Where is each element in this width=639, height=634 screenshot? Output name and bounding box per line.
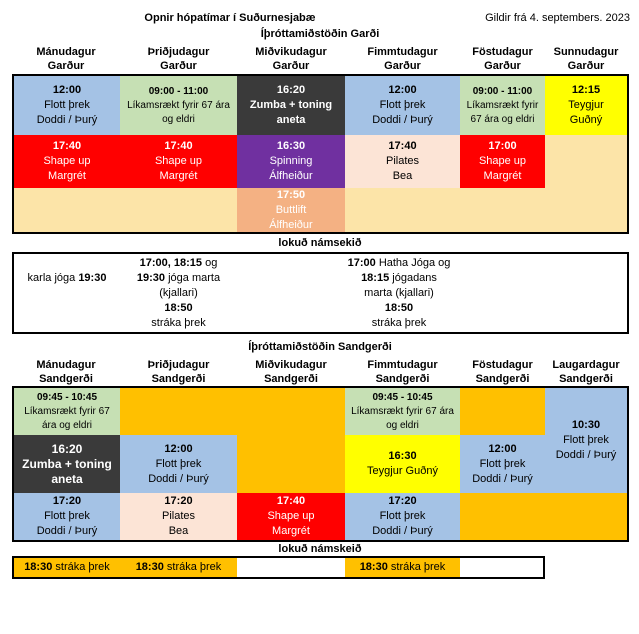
closed-tue-details: 17:00, 18:15 og 19:30 jóga marta (kjallari) 18:50 stráka þrek [136, 257, 221, 329]
gardur-class-thu-1200: 12:00 Flott þrek Doddi / Þurý [345, 76, 460, 135]
gardur-day-header-fri: Föstudagur Garður [472, 46, 533, 72]
gardur-closed-box [12, 252, 629, 334]
gardur-class-tue-1740: 17:40 Shape up Margrét [120, 135, 237, 188]
gardur-class-mon-1740: 17:40 Shape up Margrét [14, 135, 120, 188]
sandgerdi-closed-heading: lokuð námskeið [278, 543, 362, 555]
sandgerdi-class-thu-1720: 17:20 Flott þrek Doddi / Þurý [345, 493, 460, 540]
sandgerdi-class-mon-1720: 17:20 Flott þrek Doddi / Þurý [14, 493, 120, 540]
valid-from-date: Gildir frá 4. septembers. 2023 [485, 12, 630, 24]
gardur-class-fri-0900: 09:00 - 11:00 Líkamsrækt fyrir 67 ára og eldri [460, 76, 545, 135]
gardur-class-wed-1750: 17:50 Buttlift Álfheiður [237, 188, 345, 232]
sandgerdi-class-thu-1630: 16:30 Teygjur Guðný [345, 435, 460, 493]
gardur-class-tue-0900: 09:00 - 11:00 Líkamsrækt fyrir 67 ára og eldri [120, 76, 237, 135]
sandgerdi-class-fri-1200: 12:00 Flott þrek Doddi / Þurý [460, 435, 545, 493]
closed-mon-karla-joga: karla jóga 19:30 [27, 272, 107, 284]
gardur-class-fri-1700: 17:00 Shape up Margrét [460, 135, 545, 188]
gardur-venue-title: Íþróttamiðstöðin Garði [260, 28, 380, 40]
sandgerdi-class-mon-1620: 16:20 Zumba + toning aneta [14, 435, 120, 493]
sandgerdi-class-wed-1740: 17:40 Shape up Margrét [237, 493, 345, 540]
closed-thu-details: 17:00 Hatha Jóga og 18:15 jógadans marta (kjallari) 18:50 stráka þrek [347, 257, 451, 329]
gardur-closed-heading: lokuð námsekið [278, 237, 362, 249]
gardur-class-wed-1630: 16:30 Spinning Álfheiður [237, 135, 345, 188]
sandgerdi-class-thu-0945: 09:45 - 10:45 Líkamsrækt fyrir 67 ára og eldri [345, 388, 460, 435]
sandgerdi-class-mon-0945: 09:45 - 10:45 Líkamsrækt fyrir 67 ára og eldri [14, 388, 120, 435]
gardur-day-header-thu: Fimmtudagur Garður [367, 46, 438, 72]
gardur-day-header-wed: Miðvikudagur Garður [255, 46, 327, 72]
sandgerdi-schedule-grid [12, 386, 629, 542]
gardur-day-header-sun: Sunnudagur Garður [553, 46, 619, 72]
sandgerdi-closed-box [12, 556, 545, 579]
gardur-day-header-tue: Þriðjudagur Garður [147, 46, 210, 72]
sandgerdi-day-header-tue: Þriðjudagur Sandgerði [147, 359, 210, 385]
gardur-day-header-mon: Mánudagur Garður [36, 46, 96, 72]
page-title: Opnir hópatímar í Suðurnesjabæ [144, 12, 316, 24]
sandgerdi-day-header-wed: Miðvikudagur Sandgerði [255, 359, 327, 385]
sandgerdi-closed-tue: 18:30 stráka þrek [120, 558, 237, 577]
sandgerdi-venue-title: Íþróttamiðstöðin Sandgerði [248, 341, 392, 353]
sandgerdi-class-tue-1200: 12:00 Flott þrek Doddi / Þurý [120, 435, 237, 493]
sandgerdi-day-header-sat: Laugardagur Sandgerði [552, 359, 620, 385]
sandgerdi-class-sat-1030: 10:30 Flott þrek Doddi / Þurý [545, 388, 627, 493]
sandgerdi-day-header-mon: Mánudagur Sandgerði [36, 359, 96, 385]
gardur-class-mon-1200: 12:00 Flott þrek Doddi / Þurý [14, 76, 120, 135]
gardur-schedule-grid [12, 74, 629, 234]
sandgerdi-closed-thu: 18:30 stráka þrek [345, 558, 460, 577]
gardur-class-sun-1215: 12:15 Teygjur Guðný [545, 76, 627, 135]
sandgerdi-day-header-fri: Föstudagur Sandgerði [472, 359, 533, 385]
sandgerdi-class-tue-1720: 17:20 Pilates Bea [120, 493, 237, 540]
sandgerdi-closed-mon: 18:30 stráka þrek [14, 558, 120, 577]
sandgerdi-day-header-thu: Fimmtudagur Sandgerði [367, 359, 438, 385]
gardur-class-wed-1620: 16:20 Zumba + toning aneta [237, 76, 345, 135]
gardur-class-thu-1740: 17:40 Pilates Bea [345, 135, 460, 188]
